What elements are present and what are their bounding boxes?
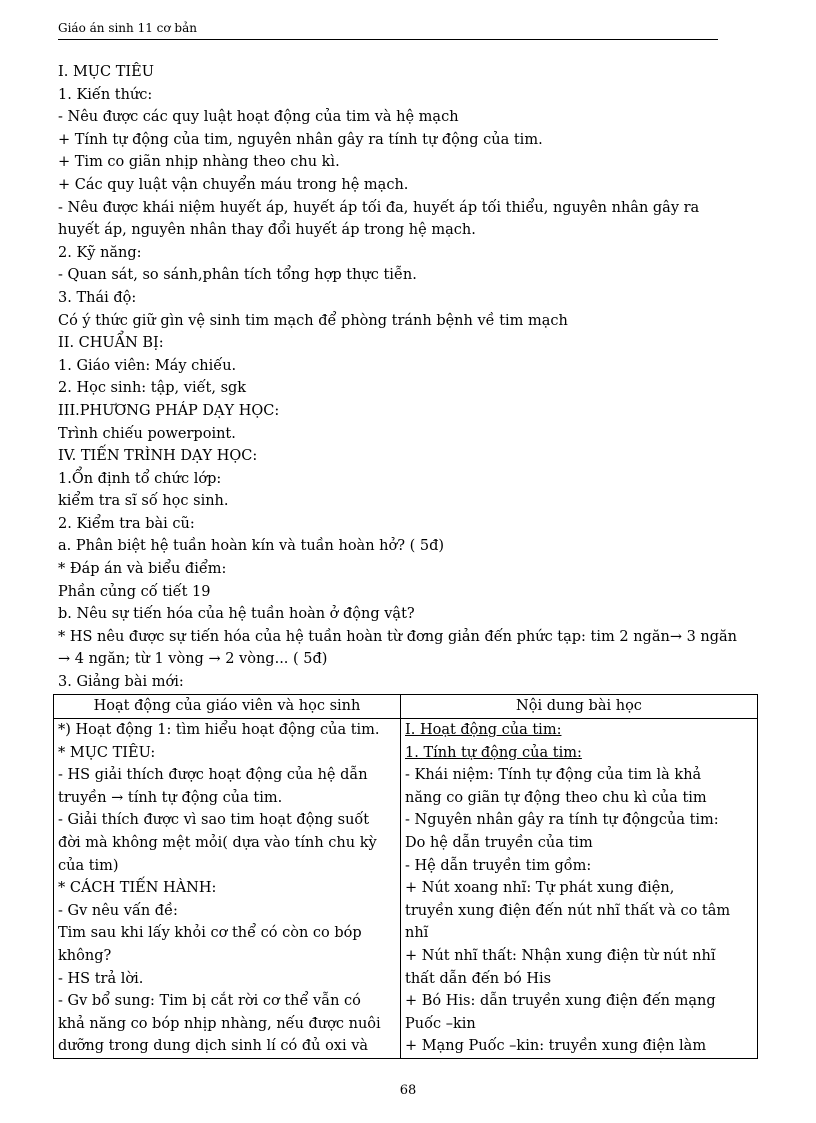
activity-line: đời mà không mệt mỏi( dựa vào tính chu kỳ: [58, 834, 377, 851]
text-line: I. MỤC TIÊU: [58, 64, 154, 80]
table-header-row: [54, 695, 758, 719]
content-line: Do hệ dẫn truyền của tim: [405, 834, 593, 851]
text-line: 1. Giáo viên: Máy chiếu.: [58, 357, 237, 374]
text-line: kiểm tra sĩ số học sinh.: [58, 493, 229, 510]
text-line: - Nêu được các quy luật hoạt động của tim và hệ mạch: [58, 109, 459, 126]
text-line: 2. Kỹ năng:: [58, 244, 142, 261]
content-line: thất dẫn đến bó His: [405, 970, 552, 987]
page-header: Giáo án sinh 11 cơ bản: [58, 21, 718, 40]
activities-cell: [54, 719, 401, 1059]
activity-line: * MỤC TIÊU:: [58, 744, 156, 761]
content-line: I. Hoạt động của tim:: [405, 722, 562, 738]
text-line: 2. Học sinh: tập, viết, sgk: [58, 380, 247, 397]
content-line: - Hệ dẫn truyền tim gồm:: [405, 857, 592, 874]
activity-line: không?: [58, 947, 112, 964]
page-number: 68: [399, 1083, 417, 1098]
text-line: 1. Kiến thức:: [58, 86, 153, 103]
activity-line: - Giải thích được vì sao tim hoạt động suốt: [58, 812, 370, 829]
activity-line: - HS trả lời.: [58, 970, 144, 987]
activity-line: truyền → tính tự động của tim.: [58, 789, 283, 806]
text-line: + Tính tự động của tim, nguyên nhân gây ra tính tự động của tim.: [58, 131, 543, 148]
activity-line: - Gv nêu vấn đề:: [58, 902, 178, 919]
content-line: + Bó His: dẫn truyền xung điện đến mạng: [405, 993, 716, 1010]
content-line: năng co giãn tự động theo chu kì của tim: [405, 789, 707, 806]
content-line: nhĩ: [405, 925, 429, 942]
text-line: 2. Kiểm tra bài cũ:: [58, 515, 195, 532]
activity-line: khả năng co bóp nhịp nhàng, nếu được nuôi: [58, 1015, 381, 1032]
table-row: [54, 719, 758, 1059]
text-line: * HS nêu được sự tiến hóa của hệ tuần hoàn từ đơng giản đến phức tạp: tim 2 ngăn→ 3 ngăn: [58, 628, 738, 645]
content-line: + Nút xoang nhĩ: Tự phát xung điện,: [405, 880, 675, 897]
activity-line: - Gv bổ sung: Tim bị cắt rời cơ thể vẫn có: [58, 993, 361, 1010]
document-body: [58, 61, 758, 694]
activity-line: *) Hoạt động 1: tìm hiểu hoạt động của tim.: [58, 722, 380, 738]
text-line: II. CHUẨN BỊ:: [58, 335, 164, 352]
text-line: - Quan sát, so sánh,phân tích tổng hợp thực tiễn.: [58, 267, 417, 284]
content-line: + Nút nhĩ thất: Nhận xung điện từ nút nhĩ: [405, 947, 716, 964]
text-line: IV. TIẾN TRÌNH DẠY HỌC:: [58, 448, 258, 465]
activity-line: * CÁCH TIẾN HÀNH:: [58, 880, 217, 897]
content-line: truyền xung điện đến nút nhĩ thất và co tâm: [405, 902, 731, 919]
content-line: 1. Tính tự động của tim:: [405, 744, 582, 761]
content-line: Puốc –kin: [405, 1015, 476, 1032]
text-line: b. Nêu sự tiến hóa của hệ tuần hoàn ở động vật?: [58, 606, 415, 623]
text-line: * Đáp án và biểu điểm:: [58, 561, 227, 578]
content-line: - Khái niệm: Tính tự động của tim là khả: [405, 767, 702, 784]
text-line: + Tim co giãn nhịp nhàng theo chu kì.: [58, 154, 340, 171]
lesson-table: [53, 694, 758, 1059]
text-line: III.PHƯƠNG PHÁP DẠY HỌC:: [58, 402, 280, 419]
activity-line: dưỡng trong dung dịch sinh lí có đủ oxi và: [58, 1038, 369, 1055]
text-line: → 4 ngăn; từ 1 vòng → 2 vòng... ( 5đ): [58, 651, 328, 668]
text-line: huyết áp, nguyên nhân thay đổi huyết áp trong hệ mạch.: [58, 222, 476, 239]
text-line: Trình chiếu powerpoint.: [58, 425, 236, 442]
content-cell: [401, 719, 758, 1059]
content-line: - Nguyên nhân gây ra tính tự độngcủa tim:: [405, 812, 719, 829]
content-line: + Mạng Puốc –kin: truyền xung điện làm: [405, 1038, 707, 1055]
text-line: 3. Thái độ:: [58, 289, 137, 306]
text-line: Có ý thức giữ gìn vệ sinh tim mạch để phòng tránh bệnh về tim mạch: [58, 312, 568, 329]
table-header-content: Nội dung bài học: [401, 695, 758, 719]
text-line: a. Phân biệt hệ tuần hoàn kín và tuần hoàn hở? ( 5đ): [58, 538, 445, 555]
text-line: + Các quy luật vận chuyển máu trong hệ mạch.: [58, 176, 409, 193]
text-line: 3. Giảng bài mới:: [58, 674, 184, 691]
text-line: Phần củng cố tiết 19: [58, 583, 211, 600]
activity-line: của tim): [58, 857, 119, 874]
table-header-activities: Hoạt động của giáo viên và học sinh: [54, 695, 401, 719]
text-line: 1.Ổn định tổ chức lớp:: [58, 470, 222, 487]
text-line: - Nêu được khái niệm huyết áp, huyết áp tối đa, huyết áp tối thiểu, nguyên nhân gây ra: [58, 199, 700, 216]
activity-line: Tim sau khi lấy khỏi cơ thể có còn co bóp: [58, 925, 362, 942]
activity-line: - HS giải thích được hoạt động của hệ dẫn: [58, 767, 368, 784]
